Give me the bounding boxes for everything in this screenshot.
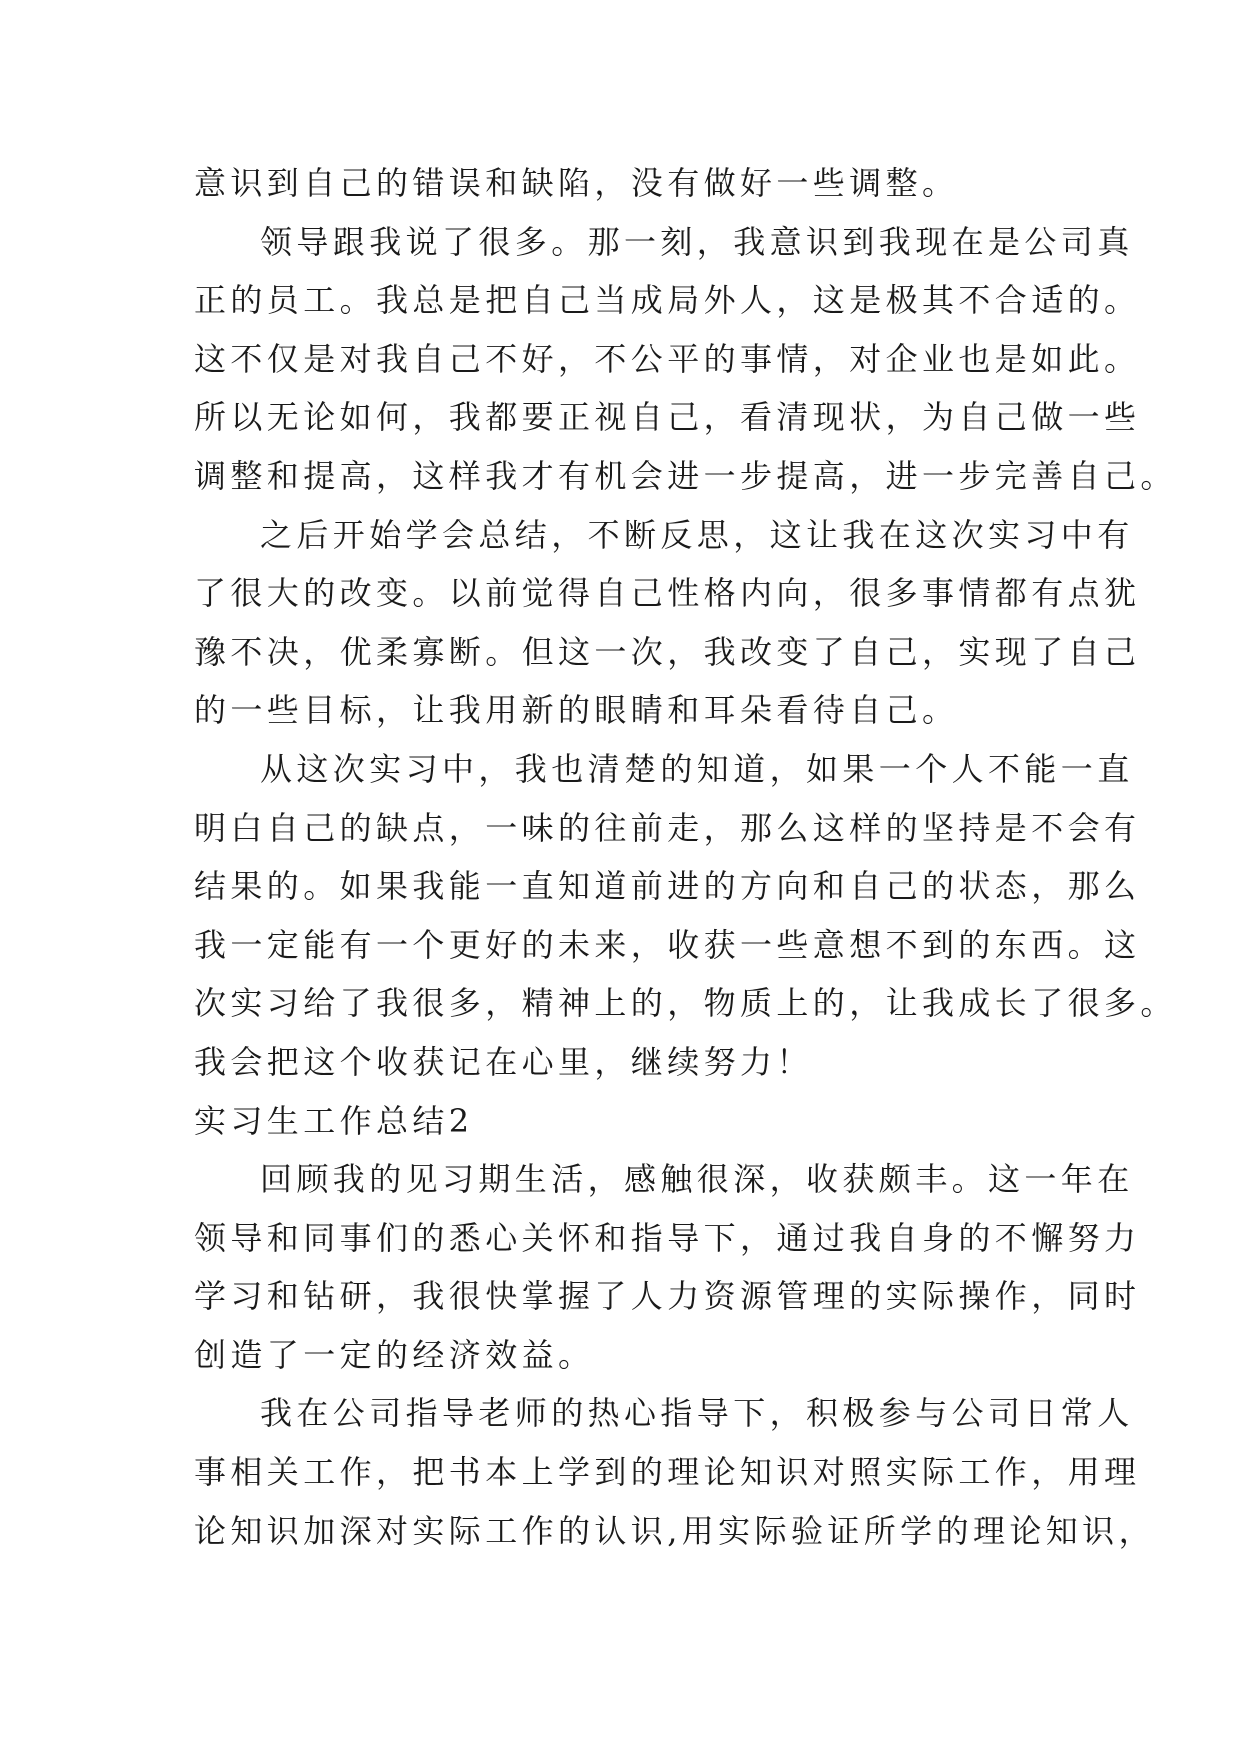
paragraph-first-line: 我在公司指导老师的热心指导下，积极参与公司日常人	[260, 1394, 1134, 1433]
text-line: 所以无论如何，我都要正视自己，看清现状，为自己做一些	[194, 398, 1141, 437]
text-line: 学习和钻研，我很快掌握了人力资源管理的实际操作，同时	[194, 1277, 1141, 1316]
text-line: 调整和提高，这样我才有机会进一步提高，进一步完善自己。	[194, 456, 1177, 495]
paragraph-first-line: 回顾我的见习期生活，感触很深，收获颇丰。这一年在	[260, 1160, 1134, 1199]
paragraph-first-line: 之后开始学会总结，不断反思，这让我在这次实习中有	[260, 515, 1134, 554]
text-line: 正的员工。我总是把自己当成局外人，这是极其不合适的。	[194, 281, 1141, 320]
text-line: 意识到自己的错误和缺陷，没有做好一些调整。	[194, 164, 959, 202]
document-body	[194, 154, 1177, 1560]
text-line: 结果的。如果我能一直知道前进的方向和自己的状态，那么	[194, 867, 1141, 906]
text-line: 我一定能有一个更好的未来，收获一些意想不到的东西。这	[194, 925, 1141, 964]
text-line: 的一些目标，让我用新的眼睛和耳朵看待自己。	[194, 691, 959, 730]
text-line: 论知识加深对实际工作的认识,用实际验证所学的理论知识，	[194, 1511, 1155, 1550]
text-line: 我会把这个收获记在心里，继续努力！	[194, 1042, 813, 1081]
text-line: 明白自己的缺点，一味的往前走，那么这样的坚持是不会有	[194, 808, 1141, 847]
text-line: 创造了一定的经济效益。	[194, 1335, 595, 1374]
paragraph-first-line: 从这次实习中，我也清楚的知道，如果一个人不能一直	[260, 749, 1134, 788]
text-line: 了很大的改变。以前觉得自己性格内向，很多事情都有点犹	[194, 574, 1141, 613]
paragraph-first-line: 领导跟我说了很多。那一刻，我意识到我现在是公司真	[260, 222, 1134, 261]
section-heading: 实习生工作总结2	[194, 1101, 474, 1140]
text-line: 这不仅是对我自己不好，不公平的事情，对企业也是如此。	[194, 339, 1141, 378]
text-line: 豫不决，优柔寡断。但这一次，我改变了自己，实现了自己	[194, 632, 1141, 671]
text-line: 领导和同事们的悉心关怀和指导下，通过我自身的不懈努力	[194, 1218, 1141, 1257]
text-line: 事相关工作，把书本上学到的理论知识对照实际工作，用理	[194, 1453, 1141, 1492]
text-line: 次实习给了我很多，精神上的，物质上的，让我成长了很多。	[194, 984, 1177, 1023]
